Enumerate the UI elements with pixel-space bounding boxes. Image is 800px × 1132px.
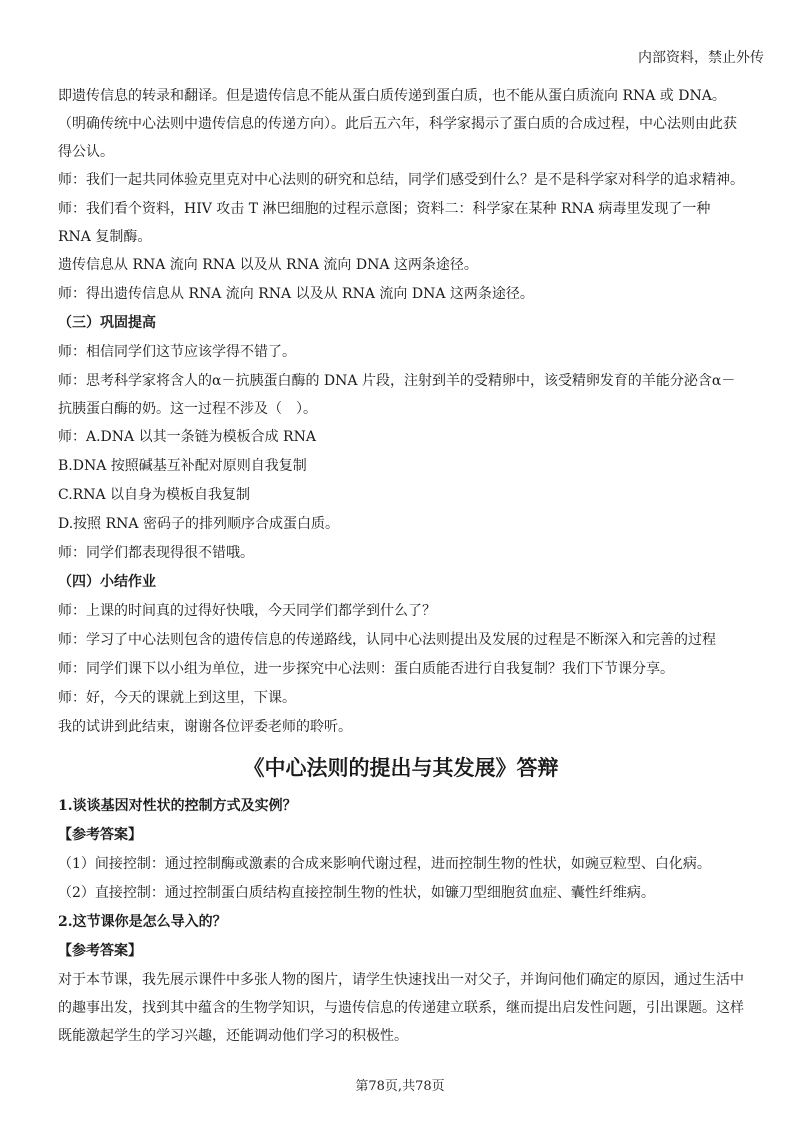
option-d: D.按照 RNA 密码子的排列顺序合成蛋白质。 <box>58 516 339 532</box>
option-b: B.DNA 按照碱基互补配对原则自我复制 <box>58 458 307 474</box>
paragraph: 即遗传信息的转录和翻译。但是遗传信息不能从蛋白质传递到蛋白质，也不能从蛋白质流向 RNA 或 DNA。（明确传统中心法则中遗传信息的传递方向）。此后五六年，科学家揭示了蛋白质的合成过程，中心法则由此获得公认。 <box>58 88 737 160</box>
paragraph: 师：我们看个资料，HIV 攻击 T 淋巴细胞的过程示意图；资料二：科学家在某种 RNA 病毒里发现了一种 RNA 复制酶。 <box>58 201 711 245</box>
paragraph: 师：同学们课下以小组为单位，进一步探究中心法则：蛋白质能否进行自我复制？我们下节课分享。 <box>58 661 674 677</box>
option-c: C.RNA 以自身为模板自我复制 <box>58 487 251 503</box>
defense-title: 《中心法则的提出与其发展》答辩 <box>243 756 559 780</box>
paragraph: 师：好，今天的课就上到这里，下课。 <box>58 690 296 706</box>
paragraph: 师：上课的时间真的过得好快哦，今天同学们都学到什么了？ <box>58 603 436 619</box>
answer-label: 【参考答案】 <box>58 827 142 843</box>
paragraph: 遗传信息从 RNA 流向 RNA 以及从 RNA 流向 DNA 这两条途径。 <box>58 257 478 273</box>
paragraph: 我的试讲到此结束，谢谢各位评委老师的聆听。 <box>58 719 352 735</box>
option-a: 师：A.DNA 以其一条链为模板合成 RNA <box>58 429 316 445</box>
answer-item: （1）间接控制：通过控制酶或激素的合成来影响代谢过程，进而控制生物的性状，如豌豆粒型、白化病。 <box>58 856 711 872</box>
paragraph: 师：我们一起共同体验克里克对中心法则的研究和总结，同学们感受到什么？是不是科学家对科学的追求精神。 <box>58 172 744 188</box>
paragraph: 师：得出遗传信息从 RNA 流向 RNA 以及从 RNA 流向 DNA 这两条途径。 <box>58 286 534 302</box>
document-body <box>58 82 744 1050</box>
question-2: 2.这节课你是怎么导入的？ <box>58 914 227 930</box>
answer-label: 【参考答案】 <box>58 943 142 959</box>
section-heading: （四）小结作业 <box>58 574 156 590</box>
header-confidential-note: 内部资料，禁止外传 <box>638 50 764 66</box>
paragraph: 师：同学们都表现得很不错哦。 <box>58 545 254 561</box>
question-1: 1.谈谈基因对性状的控制方式及实例？ <box>58 798 297 814</box>
paragraph: 师：相信同学们这节应该学得不错了。 <box>58 344 296 360</box>
paragraph: 师：思考科学家将含人的α－抗胰蛋白酶的 DNA 片段，注射到羊的受精卵中，该受精卵发育的羊能分泌含α－抗胰蛋白酶的奶。这一过程不涉及（ ）。 <box>58 373 736 417</box>
paragraph: 师：学习了中心法则包含的遗传信息的传递路线，认同中心法则提出及发展的过程是不断深入和完善的过程 <box>58 632 716 648</box>
answer-item: （2）直接控制：通过控制蛋白质结构直接控制生物的性状，如镰刀型细胞贫血症、囊性纤维病。 <box>58 885 655 901</box>
answer-text: 对于本节课，我先展示课件中多张人物的图片，请学生快速找出一对父子，并询问他们确定的原因，通过生活中的趣事出发，找到其中蕴含的生物学知识，与遗传信息的传递建立联系，继而提出启发性问题，引出课题。这样既能激起学生的学习兴趣，还能调动他们学习的积极性。 <box>58 972 744 1044</box>
page-footer: 第78页,共78页 <box>355 1079 445 1094</box>
section-heading: （三）巩固提高 <box>58 315 156 331</box>
